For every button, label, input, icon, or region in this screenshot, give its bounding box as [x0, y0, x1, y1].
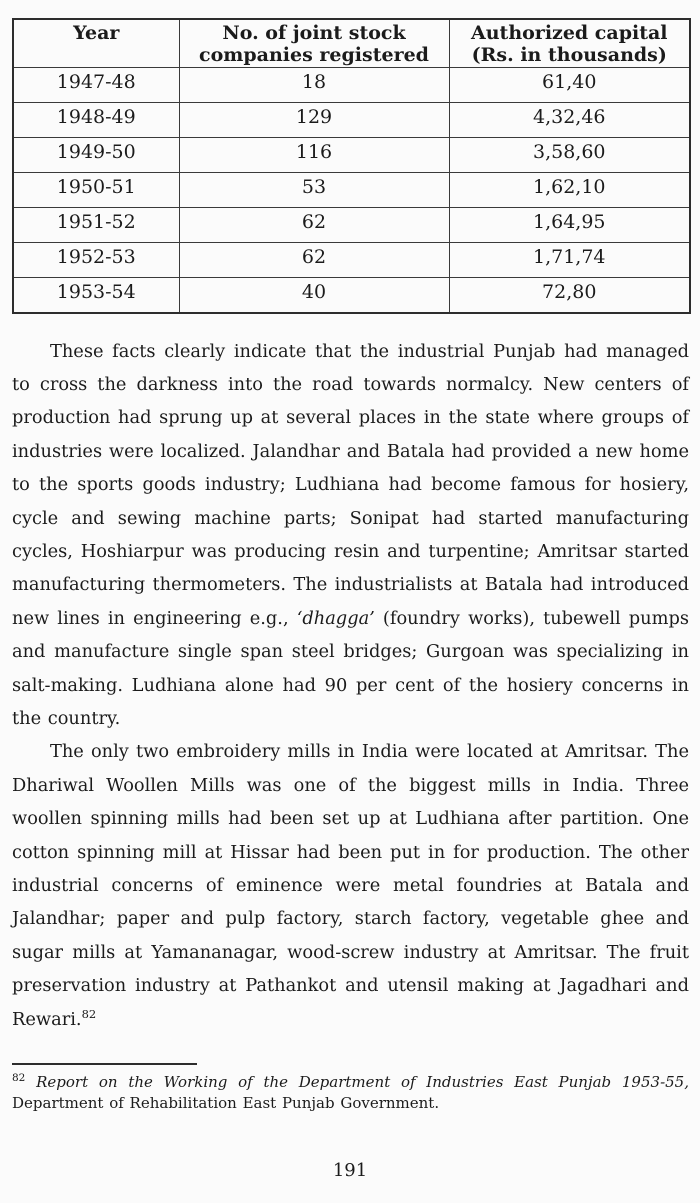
footnote-marker-82: 82	[12, 1072, 26, 1085]
cell-companies: 62	[179, 243, 449, 278]
table-row	[13, 173, 690, 208]
cell-capital: 1,62,10	[449, 173, 690, 208]
paragraph-text: The only two embroidery mills in India were located at Amritsar. The Dhariwal Woollen Mills was one of the biggest mills in India. Three woollen spinning mills had been set up at Ludhiana after partition. One cotton spinning mill at Hissar had been put in for production. The other industrial concerns of eminence were metal foundries at Batala and Jalandhar; paper and pulp factory, starch factory, vegetable ghee and sugar mills at Yamananagar, wood-screw industry at Amritsar. The fruit preservation industry at Pathankot and utensil making at Jagadhari and Rewari.	[12, 741, 689, 1030]
cell-companies: 18	[179, 68, 449, 103]
joint-stock-companies-table	[12, 18, 691, 314]
footnote	[12, 1072, 689, 1114]
cell-capital: 1,64,95	[449, 208, 690, 243]
table-row	[13, 103, 690, 138]
page-number: 191	[332, 1160, 368, 1181]
table-row	[13, 208, 690, 243]
table-row	[13, 243, 690, 278]
cell-companies: 116	[179, 138, 449, 173]
paragraph-text: These facts clearly indicate that the industrial Punjab had managed to cross the darkness into the road towards normalcy. New centers of production had sprung up at several places in the state where groups of industries were localized. Jalandhar and Batala had provided a new home to the sports goods industry; Ludhiana had become famous for hosiery, cycle and sewing machine parts; Sonipat had started manufacturing cycles, Hoshiarpur was producing resin and turpentine; Amritsar started manufacturing thermometers. The industrialists at Batala had introduced new lines in engineering e.g.,	[12, 340, 689, 629]
cell-year: 1948-49	[13, 103, 179, 138]
cell-year: 1951-52	[13, 208, 179, 243]
footnote-reference-82: 82	[81, 1006, 97, 1021]
cell-capital: 4,32,46	[449, 103, 690, 138]
paragraph-industrial-punjab	[12, 335, 689, 736]
table-row	[13, 278, 690, 313]
paragraph-text: (foundry works), tubewell pumps and manufacture single span steel bridges; Gurgoan was specializing in salt-making. Ludhiana alone had 90 per cent of the hosiery concerns in the country.	[12, 607, 689, 729]
table-row	[13, 68, 690, 103]
col-header-companies: No. of joint stock companies registered	[179, 19, 449, 68]
footnote-source-title: Report on the Working of the Department of Industries East Punjab 1953-55,	[25, 1073, 689, 1092]
cell-year: 1950-51	[13, 173, 179, 208]
cell-year: 1947-48	[13, 68, 179, 103]
table-row	[13, 138, 690, 173]
italic-term-dhagga: ‘dhagga’	[296, 607, 375, 629]
body-text	[12, 335, 689, 1037]
cell-companies: 40	[179, 278, 449, 313]
cell-capital: 1,71,74	[449, 243, 690, 278]
col-header-year: Year	[13, 19, 179, 68]
cell-capital: 61,40	[449, 68, 690, 103]
col-header-capital: Authorized capital (Rs. in thousands)	[449, 19, 690, 68]
table-header-row	[13, 19, 690, 68]
cell-capital: 72,80	[449, 278, 690, 313]
cell-year: 1953-54	[13, 278, 179, 313]
paragraph-embroidery-mills	[12, 735, 689, 1036]
cell-companies: 129	[179, 103, 449, 138]
cell-companies: 53	[179, 173, 449, 208]
cell-year: 1949-50	[13, 138, 179, 173]
cell-companies: 62	[179, 208, 449, 243]
cell-capital: 3,58,60	[449, 138, 690, 173]
cell-year: 1952-53	[13, 243, 179, 278]
footnote-divider	[12, 1063, 197, 1065]
footnote-source-publisher: Department of Rehabilitation East Punjab Government.	[12, 1094, 440, 1113]
